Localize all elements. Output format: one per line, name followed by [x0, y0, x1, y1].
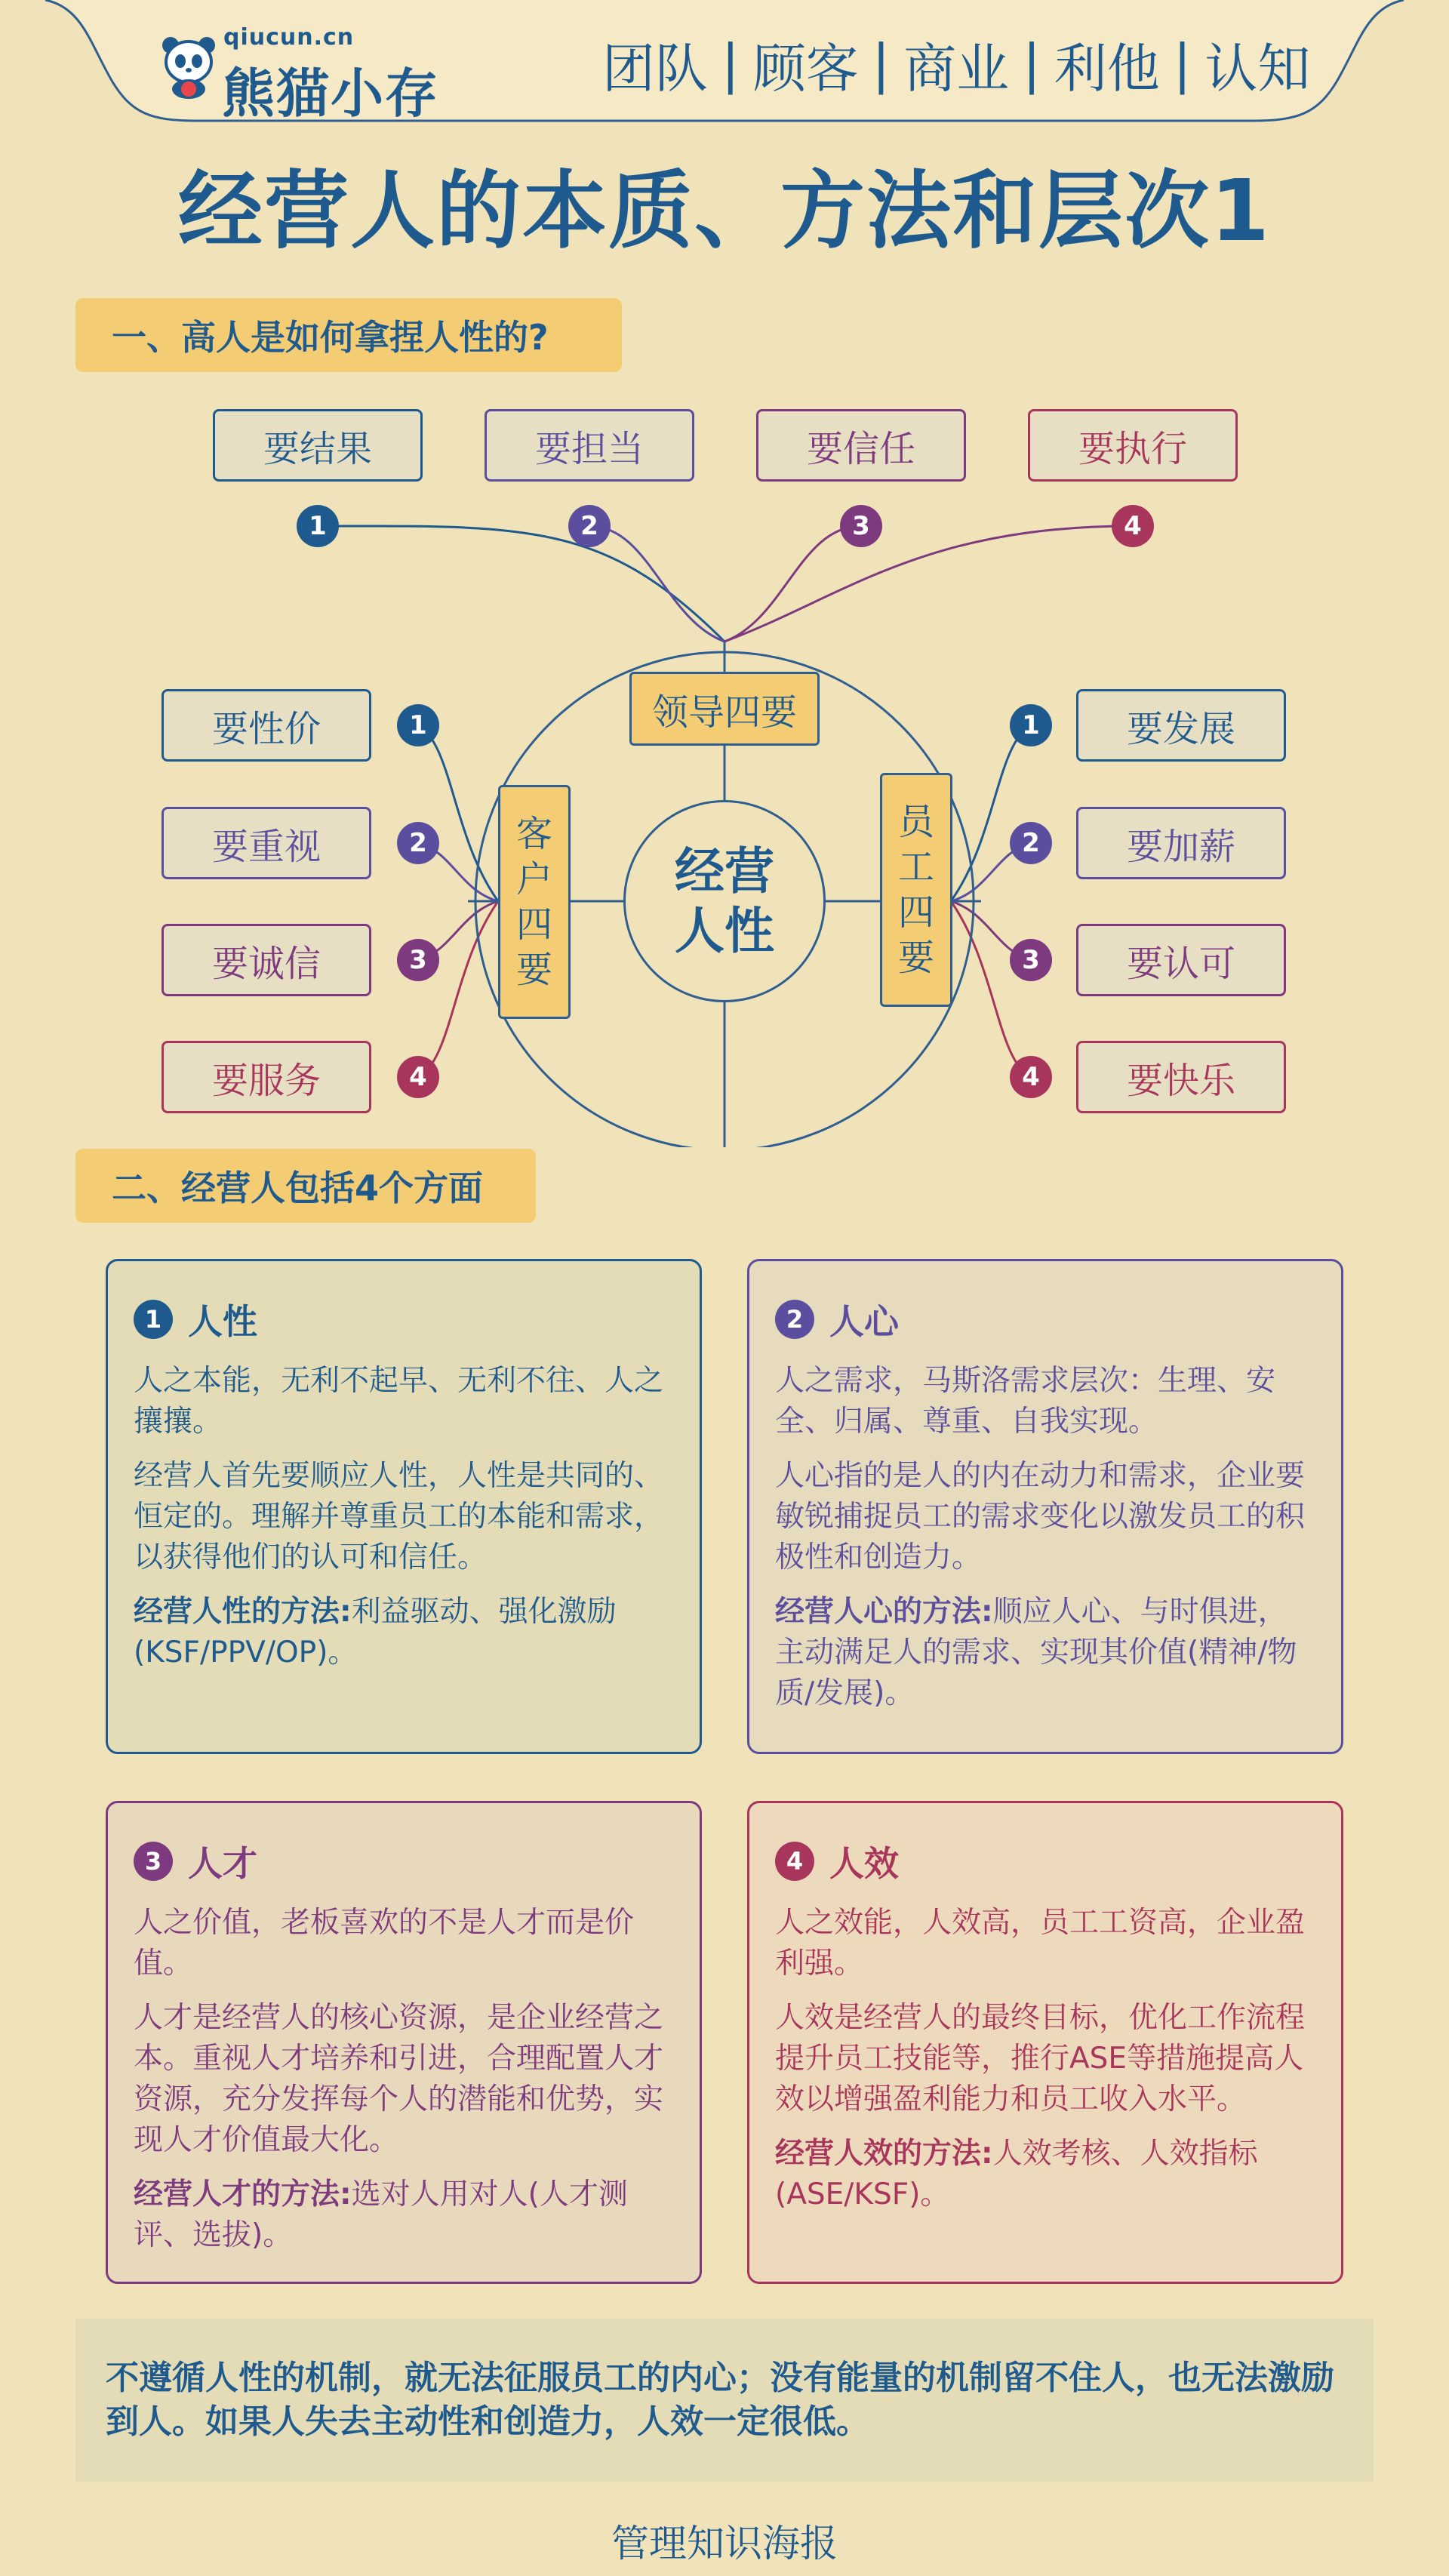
group-customer-char: 客: [515, 813, 552, 855]
card-header: [775, 1836, 1315, 1886]
left-item-integrity: 要诚信: [162, 924, 371, 996]
nav-separator: |: [1173, 33, 1192, 95]
badge-right-2: 2: [1010, 822, 1052, 864]
group-customer-label: [498, 785, 571, 1019]
card-header: [775, 1294, 1315, 1344]
section-2-label: 二、经营人包括4个方面: [75, 1149, 536, 1223]
card-number-badge: 1: [134, 1300, 173, 1339]
top-item-responsibility: 要担当: [485, 409, 694, 482]
card-explanation: 人才是经营人的核心资源，是企业经营之本。重视人才培养和引进，合理配置人才资源，充分发挥每个人的潜能和优势，实现人才价值最大化。: [134, 2001, 664, 2157]
badge-right-3: 3: [1010, 939, 1052, 981]
card-definition: 人之效能，人效高，员工工资高，企业盈利强。: [775, 1906, 1306, 1980]
card-title: 人性: [188, 1301, 257, 1342]
card-explanation: 经营人首先要顺应人性，人性是共同的、恒定的。理解并尊重员工的本能和需求，以获得他们的认可和信任。: [134, 1459, 664, 1574]
footer-caption: 管理知识海报: [611, 2522, 838, 2565]
right-item-raise: 要加薪: [1076, 807, 1286, 879]
card-definition: 人之需求，马斯洛需求层次：生理、安全、归属、尊重、自我实现。: [775, 1364, 1276, 1439]
badge-top-2: 2: [568, 505, 611, 547]
card-method-label: 经营人心的方法:: [775, 1595, 993, 1629]
core-line-1: 经营: [675, 842, 774, 900]
nav-separator: |: [1023, 33, 1041, 95]
card-method: [775, 2134, 1315, 2215]
card-title: 人才: [188, 1843, 257, 1884]
card-header: [134, 1836, 674, 1886]
nav-item-altruism[interactable]: 利他: [1054, 37, 1160, 100]
card-method-text: 利益驱动、强化激励(KSF/PPV/OP)。: [134, 1595, 617, 1670]
badge-right-1: 1: [1010, 704, 1052, 746]
nav-item-customer[interactable]: 顾客: [752, 37, 859, 100]
badge-left-4: 4: [397, 1056, 439, 1098]
nav-separator: |: [721, 33, 740, 95]
card-method-text: 选对人用对人(人才测评、选拔)。: [134, 2177, 628, 2252]
group-employee-label: [880, 773, 952, 1007]
group-customer-char: 户: [515, 858, 552, 900]
badge-top-1: 1: [297, 505, 339, 547]
top-item-results: 要结果: [213, 409, 423, 482]
core-concept: [623, 800, 826, 1002]
nav-item-business[interactable]: 商业: [903, 37, 1010, 100]
card-header: [134, 1294, 674, 1344]
page-title: 经营人的本质、方法和层次1: [178, 162, 1271, 260]
group-employee-char: 要: [897, 937, 934, 979]
group-employee-char: 工: [897, 846, 934, 888]
card-number-badge: 4: [775, 1842, 814, 1881]
aspect-card-humanity: [106, 1259, 702, 1754]
card-title: 人效: [829, 1843, 899, 1884]
right-item-happiness: 要快乐: [1076, 1041, 1286, 1113]
card-method-label: 经营人效的方法:: [775, 2137, 993, 2171]
left-item-service: 要服务: [162, 1041, 371, 1113]
group-customer-char: 四: [515, 903, 552, 946]
badge-top-4: 4: [1112, 505, 1154, 547]
summary-quote: 不遵循人性的机制，就无法征服员工的内心；没有能量的机制留不住人，也无法激励到人。如果人失去主动性和创造力，人效一定很低。: [75, 2319, 1374, 2482]
card-explanation: 人效是经营人的最终目标，优化工作流程提升员工技能等，推行ASE等措施提高人效以增强盈利能力和员工收入水平。: [775, 2001, 1306, 2116]
right-item-growth: 要发展: [1076, 689, 1286, 762]
top-item-execution: 要执行: [1028, 409, 1238, 482]
card-definition: 人之本能，无利不起早、无利不往、人之攘攘。: [134, 1364, 664, 1439]
aspect-card-heart: [747, 1259, 1343, 1754]
left-item-attention: 要重视: [162, 807, 371, 879]
group-customer-char: 要: [515, 949, 552, 991]
aspect-card-talent: [106, 1801, 702, 2284]
logo-url: qiucun.cn: [223, 24, 355, 51]
card-method: [775, 1592, 1315, 1714]
nav-item-team[interactable]: 团队: [602, 37, 708, 100]
card-method-label: 经营人性的方法:: [134, 1595, 352, 1629]
card-method-text: 人效考核、人效指标(ASE/KSF)。: [775, 2137, 1258, 2211]
card-number-badge: 3: [134, 1842, 173, 1881]
badge-left-3: 3: [397, 939, 439, 981]
group-leader-label: 领导四要: [629, 672, 820, 746]
badge-left-2: 2: [397, 822, 439, 864]
section-1-label: 一、高人是如何拿捏人性的?: [75, 298, 622, 372]
badge-left-1: 1: [397, 704, 439, 746]
card-number-badge: 2: [775, 1300, 814, 1339]
card-method: [134, 1592, 674, 1673]
nav-item-cognition[interactable]: 认知: [1204, 37, 1311, 100]
right-item-recognition: 要认可: [1076, 924, 1286, 996]
card-method: [134, 2174, 674, 2256]
core-line-2: 人性: [675, 902, 774, 960]
aspect-card-efficiency: [747, 1801, 1343, 2284]
badge-right-4: 4: [1010, 1056, 1052, 1098]
card-method-text: 顺应人心、与时俱进，主动满足人的需求、实现其价值(精神/物质/发展)。: [775, 1595, 1297, 1710]
group-employee-char: 员: [897, 801, 934, 843]
group-employee-char: 四: [897, 891, 934, 934]
card-method-label: 经营人才的方法:: [134, 2177, 352, 2211]
top-item-trust: 要信任: [756, 409, 966, 482]
card-definition: 人之价值，老板喜欢的不是人才而是价值。: [134, 1906, 635, 1980]
nav-separator: |: [872, 33, 891, 95]
card-title: 人心: [829, 1301, 899, 1342]
logo-name: 熊猫小存: [222, 63, 439, 125]
badge-top-3: 3: [840, 505, 882, 547]
left-item-value: 要性价: [162, 689, 371, 762]
card-explanation: 人心指的是人的内在动力和需求，企业要敏锐捕捉员工的需求变化以激发员工的积极性和创造力。: [775, 1459, 1306, 1574]
